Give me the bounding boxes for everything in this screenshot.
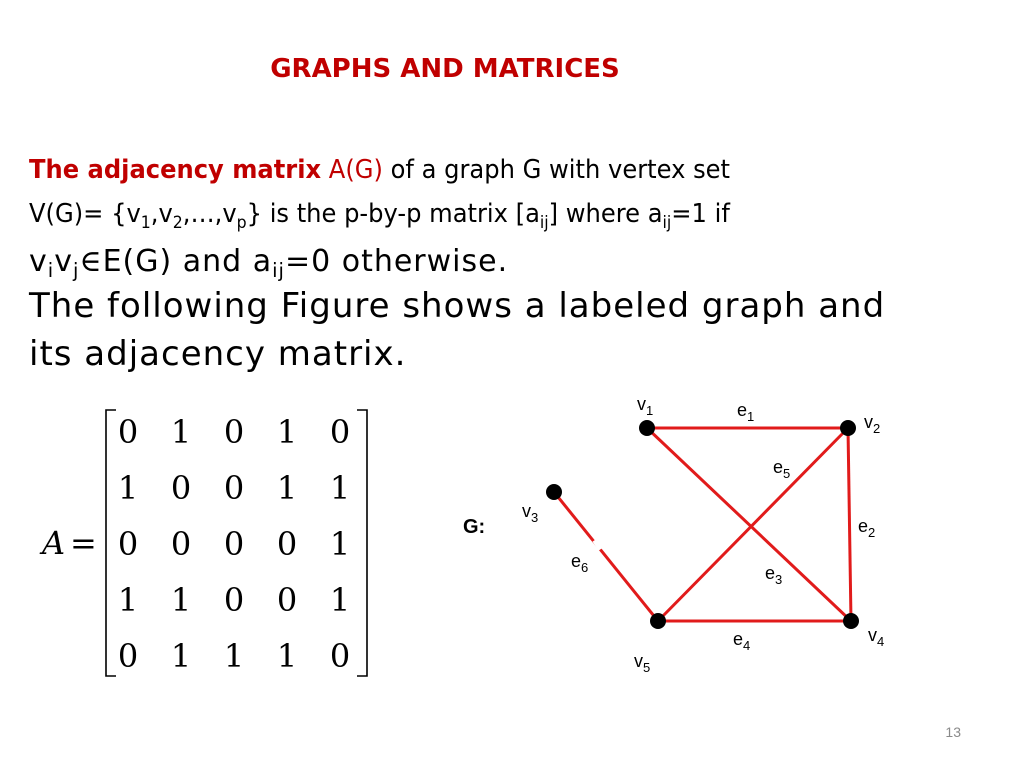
vertex-v5 <box>650 613 666 629</box>
right-bracket <box>357 410 367 676</box>
subscript: ij <box>272 259 285 282</box>
matrix-cells <box>118 413 350 675</box>
edge-e6 <box>554 492 658 621</box>
matrix-cell: 1 <box>276 637 298 675</box>
edge-label-e4-subscript: 4 <box>743 638 751 653</box>
subscript: 2 <box>172 212 183 232</box>
vertex-v3 <box>546 484 562 500</box>
matrix-cell: 1 <box>223 637 245 675</box>
matrix-cell: 1 <box>117 581 139 619</box>
edge-gap <box>595 540 601 549</box>
slide-title: GRAPHS AND MATRICES <box>270 54 620 84</box>
vertex-label-v3-name: v <box>522 501 531 521</box>
equals-symbol: = <box>284 244 312 279</box>
subscript: p <box>236 212 247 232</box>
vertex-v4 <box>843 613 859 629</box>
adjacency-matrix <box>0 400 400 700</box>
edge-label-e5 <box>773 457 790 481</box>
subscript: j <box>72 259 80 282</box>
matrix-cell: 1 <box>170 637 192 675</box>
definition-text: =1 if <box>671 199 730 229</box>
definition-text: } is the p-by-p matrix [a <box>246 199 540 229</box>
definition-text: ,v <box>150 199 173 229</box>
definition-paragraph <box>29 148 922 238</box>
definition-line-2 <box>29 192 922 238</box>
vertex-label-v2-name: v <box>864 412 873 432</box>
edge-label-e2-subscript: 2 <box>868 525 876 540</box>
matrix-cell: 0 <box>170 469 192 507</box>
edge-label-e3-subscript: 3 <box>775 572 783 587</box>
vertex-label-v1-name: v <box>637 394 646 414</box>
matrix-cell: 0 <box>276 525 298 563</box>
vertex-label-v2 <box>864 412 880 436</box>
definition-term: The adjacency matrix <box>29 155 322 185</box>
vertex-label-v1-subscript: 1 <box>646 403 654 418</box>
matrix-cell: 1 <box>170 581 192 619</box>
edge-label-e6 <box>571 551 588 575</box>
matrix-equals: = <box>70 524 97 562</box>
matrix-cell: 1 <box>329 525 351 563</box>
definition-text: v <box>29 244 48 279</box>
matrix-cell: 1 <box>329 581 351 619</box>
edge-label-e5-name: e <box>773 457 784 477</box>
definition-text: v <box>54 244 73 279</box>
edge-label-e4 <box>733 629 750 653</box>
matrix-cell: 0 <box>223 469 245 507</box>
matrix-cell: 0 <box>329 637 351 675</box>
vertex-v2 <box>840 420 856 436</box>
edge-label-e1-name: e <box>737 400 748 420</box>
definition-text: 0 otherwise. <box>311 244 509 279</box>
graph-labels <box>522 394 884 675</box>
matrix-cell: 0 <box>329 413 351 451</box>
edge-label-e4-name: e <box>733 629 744 649</box>
edge-e2 <box>848 428 851 621</box>
description-paragraph <box>29 244 1009 378</box>
vertex-label-v5-name: v <box>634 651 643 671</box>
matrix-cell: 1 <box>170 413 192 451</box>
element-of-symbol: ∈ <box>79 244 103 279</box>
graph-vertices <box>546 420 859 629</box>
matrix-cell: 1 <box>276 413 298 451</box>
matrix-cell: 1 <box>329 469 351 507</box>
vertex-label-v1 <box>637 394 653 418</box>
description-line-1: The following Figure shows a labeled graph and <box>29 286 886 326</box>
vertex-label-v4-name: v <box>868 625 877 645</box>
definition-text: of a graph G with vertex set <box>382 155 731 185</box>
edge-label-e3-name: e <box>765 563 776 583</box>
definition-text: ,…,v <box>182 199 237 229</box>
matrix-cell: 0 <box>117 413 139 451</box>
matrix-cell: 0 <box>223 581 245 619</box>
vertex-label-v2-subscript: 2 <box>873 421 881 436</box>
page-number: 13 <box>945 724 961 740</box>
matrix-cell: 0 <box>276 581 298 619</box>
subscript: ij <box>539 212 549 232</box>
matrix-label: A <box>42 524 66 562</box>
definition-line-1 <box>29 148 922 192</box>
description-line-2: its adjacency matrix. <box>29 334 407 374</box>
subscript: ij <box>662 212 672 232</box>
definition-line-3 <box>29 242 508 285</box>
edge-label-e6-subscript: 6 <box>581 560 589 575</box>
subscript: i <box>47 259 55 282</box>
matrix-cell: 0 <box>223 413 245 451</box>
subscript: 1 <box>140 212 151 232</box>
definition-text: E(G) and a <box>102 244 273 279</box>
vertex-label-v3 <box>522 501 538 525</box>
vertex-label-v4-subscript: 4 <box>877 634 885 649</box>
edge-label-e6-name: e <box>571 551 582 571</box>
matrix-cell: 0 <box>223 525 245 563</box>
matrix-svg <box>0 400 400 700</box>
matrix-cell: 1 <box>117 469 139 507</box>
matrix-cell: 0 <box>170 525 192 563</box>
graph-label: G: <box>463 516 486 538</box>
graph-edges <box>554 428 851 621</box>
matrix-cell: 0 <box>117 637 139 675</box>
edge-label-e2 <box>858 516 875 540</box>
vertex-label-v5 <box>634 651 650 675</box>
definition-text: ] where a <box>548 199 663 229</box>
vertex-label-v4 <box>868 625 884 649</box>
graph-figure <box>450 385 930 685</box>
edge-label-e3 <box>765 563 782 587</box>
graph-svg <box>450 385 930 685</box>
definition-notation: A(G) <box>328 155 383 185</box>
vertex-label-v3-subscript: 3 <box>531 510 539 525</box>
left-bracket <box>106 410 116 676</box>
edge-label-e2-name: e <box>858 516 869 536</box>
vertex-v1 <box>639 420 655 436</box>
edge-label-e1 <box>737 400 754 424</box>
edge-label-e1-subscript: 1 <box>747 409 755 424</box>
definition-text: V(G)= {v <box>29 199 141 229</box>
matrix-cell: 0 <box>117 525 139 563</box>
vertex-label-v5-subscript: 5 <box>643 660 651 675</box>
matrix-cell: 1 <box>276 469 298 507</box>
edge-label-e5-subscript: 5 <box>783 466 791 481</box>
